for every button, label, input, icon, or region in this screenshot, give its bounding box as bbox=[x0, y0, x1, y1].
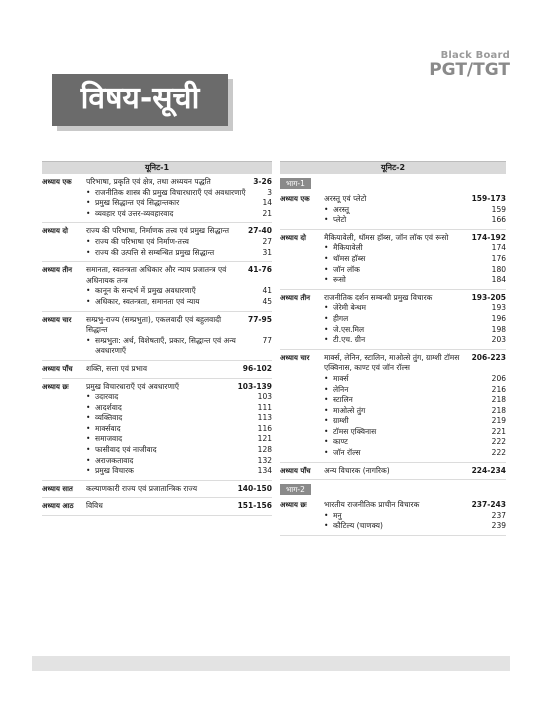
chapter-title: प्रमुख विचारधाराएँ एवं अवधारणाएँ bbox=[86, 381, 179, 391]
chapter-content bbox=[86, 484, 272, 495]
chapter-title: सम्प्रभु-राज्य (सम्प्रभुता), एकलवादी एवं बहुलवादी सिद्धान्त bbox=[86, 314, 222, 335]
subtopic-page: 239 bbox=[491, 521, 506, 531]
subtopic-title: • समाजवाद bbox=[95, 434, 123, 444]
chapter-title: राजनीतिक दर्शन सम्बन्धी प्रमुख विचारक bbox=[324, 292, 433, 302]
subtopic-list bbox=[86, 188, 272, 220]
subtopic-list bbox=[324, 511, 506, 532]
chapter-label: अध्याय आठ bbox=[42, 502, 74, 511]
chapter-divider bbox=[280, 535, 506, 536]
subtopic-item[interactable] bbox=[86, 403, 272, 414]
subtopic-title: • प्रमुख सिद्धान्त एवं सिद्धान्तकार bbox=[95, 198, 180, 208]
subtopic-title: • अरस्तू bbox=[333, 204, 349, 214]
subtopic-page: 41 bbox=[262, 286, 272, 296]
subtopic-page: 180 bbox=[491, 264, 506, 274]
subtopic-item[interactable] bbox=[324, 243, 506, 254]
chapter-title: कल्याणकारी राज्य एवं प्रजातान्त्रिक राज्य bbox=[86, 483, 198, 493]
subtopic-page: 216 bbox=[491, 384, 506, 394]
subtopic-item[interactable] bbox=[324, 511, 506, 522]
page-title-box bbox=[52, 74, 228, 126]
subtopic-title: • व्यवहार एवं उत्तर-व्यवहारवाद bbox=[95, 208, 174, 218]
subtopic-item[interactable] bbox=[86, 237, 272, 248]
chapter-divider bbox=[42, 378, 272, 379]
subtopic-item[interactable] bbox=[86, 456, 272, 467]
subtopic-item[interactable] bbox=[86, 286, 272, 297]
toc-chapter-row[interactable] bbox=[280, 353, 506, 459]
subtopic-page: 237 bbox=[491, 510, 506, 520]
toc-chapter-row[interactable] bbox=[42, 265, 272, 307]
subtopic-page: 14 bbox=[262, 198, 272, 208]
subtopic-title: • मनु bbox=[333, 510, 342, 520]
chapter-title-line bbox=[86, 226, 272, 237]
subtopic-page: 21 bbox=[262, 208, 272, 218]
subtopic-list bbox=[86, 336, 272, 357]
part-2-badge: भाग-2 bbox=[280, 484, 311, 495]
subtopic-title: • जे.एस.मिल bbox=[333, 324, 365, 334]
subtopic-item[interactable] bbox=[324, 314, 506, 325]
chapter-label: अध्याय दो bbox=[280, 233, 306, 242]
subtopic-title: • काण्ट bbox=[333, 437, 348, 447]
chapter-pages: 159-173 bbox=[471, 194, 506, 203]
subtopic-item[interactable] bbox=[86, 466, 272, 477]
chapter-divider bbox=[42, 480, 272, 481]
subtopic-list bbox=[86, 286, 272, 307]
subtopic-title: • जॉन लॉक bbox=[333, 264, 360, 274]
part-2-chapter-list bbox=[280, 500, 506, 536]
subtopic-page: 77 bbox=[262, 335, 272, 345]
subtopic-page: 45 bbox=[262, 296, 272, 306]
chapter-divider bbox=[42, 311, 272, 312]
subtopic-list bbox=[324, 303, 506, 345]
toc-chapter-row[interactable] bbox=[42, 382, 272, 477]
subtopic-page: 222 bbox=[491, 448, 506, 458]
chapter-label: अध्याय एक bbox=[42, 178, 72, 186]
chapter-content bbox=[324, 194, 506, 226]
subtopic-item[interactable] bbox=[324, 205, 506, 216]
subtopic-title: • व्यक्तिवाद bbox=[95, 413, 123, 423]
chapter-divider bbox=[280, 289, 506, 290]
subtopic-item[interactable] bbox=[324, 427, 506, 438]
chapter-title-line bbox=[86, 484, 272, 495]
chapter-title: मार्क्स, लेनिन, स्टालिन, माओत्से तुंग, ग्राम्शी टॉमस एक्विनास, काण्ट एवं जॉन रॉल्स bbox=[324, 352, 460, 373]
subtopic-title: • हीगल bbox=[333, 313, 349, 323]
subtopic-page: 121 bbox=[257, 434, 272, 444]
chapter-label: अध्याय सात bbox=[42, 484, 73, 493]
chapter-content bbox=[86, 177, 272, 219]
unit-1-header: यूनिट-1 bbox=[42, 161, 272, 174]
toc-chapter-row[interactable] bbox=[42, 484, 272, 495]
subtopic-item[interactable] bbox=[86, 188, 272, 199]
subtopic-page: 184 bbox=[491, 275, 506, 285]
chapter-label: अध्याय तीन bbox=[280, 293, 311, 302]
subtopic-title: • स्टालिन bbox=[333, 395, 353, 405]
toc-chapter-row[interactable] bbox=[42, 177, 272, 219]
unit-1-column bbox=[42, 161, 272, 516]
subtopic-page: 198 bbox=[491, 324, 506, 334]
chapter-content bbox=[324, 353, 506, 459]
subtopic-list bbox=[86, 237, 272, 258]
subtopic-title: • रूसो bbox=[333, 275, 346, 285]
subtopic-item[interactable] bbox=[324, 303, 506, 314]
chapter-label: अध्याय तीन bbox=[42, 266, 73, 275]
subtopic-item[interactable] bbox=[324, 215, 506, 226]
subtopic-item[interactable] bbox=[86, 297, 272, 308]
chapter-title-line bbox=[324, 233, 506, 244]
chapter-label: अध्याय चार bbox=[280, 353, 310, 362]
subtopic-page: 203 bbox=[491, 335, 506, 345]
toc-chapter-row[interactable] bbox=[280, 466, 506, 477]
chapter-divider bbox=[42, 222, 272, 223]
chapter-pages: 41-76 bbox=[248, 265, 272, 275]
subtopic-title: • माओत्से तुंग bbox=[333, 405, 366, 415]
subtopic-page: 221 bbox=[491, 426, 506, 436]
subtopic-list bbox=[86, 392, 272, 477]
subtopic-page: 206 bbox=[491, 373, 506, 383]
chapter-divider bbox=[280, 229, 506, 230]
subtopic-title: • प्लेटो bbox=[333, 215, 347, 225]
chapter-title: शक्ति, सत्ता एवं प्रभाव bbox=[86, 363, 148, 373]
chapter-title-line bbox=[324, 293, 506, 304]
toc-chapter-row[interactable] bbox=[280, 233, 506, 286]
chapter-label: अध्याय छः bbox=[280, 501, 307, 510]
chapter-divider bbox=[280, 349, 506, 350]
subtopic-page: 113 bbox=[257, 413, 272, 423]
subtopic-title: • राज्य की परिभाषा एवं निर्माण-तत्त्व bbox=[95, 236, 189, 246]
subtopic-page: 174 bbox=[491, 243, 506, 253]
subtopic-item[interactable] bbox=[324, 374, 506, 385]
chapter-title: मैकियावेली, थॉमस हॉब्स, जॉन लॉक एवं रूसो bbox=[324, 232, 449, 242]
subtopic-item[interactable] bbox=[324, 335, 506, 346]
subtopic-page: 134 bbox=[257, 466, 272, 476]
subtopic-page: 218 bbox=[491, 395, 506, 405]
chapter-pages: 96-102 bbox=[242, 363, 272, 373]
chapter-divider bbox=[42, 261, 272, 262]
chapter-pages: 224-234 bbox=[471, 465, 506, 475]
subtopic-title: • जॉन रॉल्स bbox=[333, 448, 361, 458]
subtopic-title: • अराजकतावाद bbox=[95, 455, 134, 465]
chapter-title: राज्य की परिभाषा, निर्माणक तत्त्व एवं प्रमुख सिद्धान्त bbox=[86, 226, 229, 236]
chapter-content bbox=[324, 466, 506, 477]
subtopic-page: 103 bbox=[257, 392, 272, 402]
subtopic-list bbox=[324, 374, 506, 459]
chapter-title: समानता, स्वतन्त्रता अधिकार और न्याय प्रजातन्त्र एवं अधिनायक तन्त्र bbox=[86, 265, 227, 285]
subtopic-title: • थॉमस हॉब्स bbox=[333, 253, 366, 263]
chapter-pages: 174-192 bbox=[471, 232, 506, 242]
chapter-title: अन्य विचारक (नागरिक) bbox=[324, 465, 390, 475]
subtopic-item[interactable] bbox=[324, 416, 506, 427]
chapter-title-line bbox=[86, 315, 272, 336]
chapter-content bbox=[324, 233, 506, 286]
subtopic-item[interactable] bbox=[86, 248, 272, 259]
subtopic-page: 196 bbox=[491, 313, 506, 323]
chapter-title: परिभाषा, प्रकृति एवं क्षेत्र, तथा अध्ययन पद्धति bbox=[86, 177, 211, 186]
chapter-pages: 206-223 bbox=[471, 352, 506, 362]
toc-chapter-row[interactable] bbox=[280, 293, 506, 346]
chapter-content bbox=[86, 382, 272, 477]
subtopic-item[interactable] bbox=[324, 275, 506, 286]
subtopic-page: 166 bbox=[491, 215, 506, 225]
subtopic-page: 219 bbox=[491, 416, 506, 426]
subtopic-title: • टॉमस एक्विनास bbox=[333, 426, 377, 436]
subtopic-title: • प्रमुख विचारक bbox=[95, 466, 134, 476]
chapter-title-line bbox=[324, 500, 506, 511]
chapter-title-line bbox=[324, 353, 506, 374]
subtopic-item[interactable] bbox=[86, 445, 272, 456]
subtopic-page: 111 bbox=[257, 402, 272, 412]
toc-chapter-row[interactable] bbox=[280, 194, 506, 226]
chapter-title: विविध bbox=[86, 501, 103, 511]
chapter-pages: 77-95 bbox=[248, 314, 272, 324]
chapter-label: अध्याय पाँच bbox=[280, 466, 311, 475]
subtopic-list bbox=[324, 243, 506, 285]
toc-chapter-row[interactable] bbox=[42, 364, 272, 375]
unit-1-chapter-list bbox=[42, 177, 272, 516]
chapter-pages: 140-150 bbox=[237, 483, 272, 493]
part-1-badge: भाग-1 bbox=[280, 178, 311, 189]
subtopic-item[interactable] bbox=[86, 209, 272, 220]
subtopic-item[interactable] bbox=[324, 254, 506, 265]
chapter-title-line bbox=[86, 382, 272, 393]
chapter-pages: 151-156 bbox=[237, 501, 272, 511]
subtopic-title: • फासीवाद एवं नाजीवाद bbox=[95, 445, 157, 455]
subtopic-title: • जेरेमी बेन्थम bbox=[333, 303, 367, 313]
page-title: विषय-सूची bbox=[80, 81, 200, 116]
chapter-title: अरस्तू एवं प्लेटो bbox=[324, 194, 367, 203]
subtopic-item[interactable] bbox=[86, 198, 272, 209]
subtopic-page: 132 bbox=[257, 455, 272, 465]
subtopic-title: • राजनीतिक शास्त्र की प्रमुख विचारधाराएँ एवं अवधारणाएँ bbox=[95, 187, 246, 197]
subtopic-item[interactable] bbox=[324, 521, 506, 532]
chapter-content bbox=[324, 500, 506, 532]
chapter-content bbox=[86, 226, 272, 258]
unit-2-header: यूनिट-2 bbox=[280, 161, 506, 174]
chapter-title-line bbox=[86, 364, 272, 375]
chapter-label: अध्याय दो bbox=[42, 227, 68, 236]
chapter-pages: 193-205 bbox=[471, 292, 506, 302]
toc-chapter-row[interactable] bbox=[42, 501, 272, 512]
subtopic-title: • मैकियावेली bbox=[333, 243, 363, 253]
subtopic-page: 218 bbox=[491, 405, 506, 415]
subtopic-item[interactable] bbox=[324, 437, 506, 448]
chapter-content bbox=[324, 293, 506, 346]
subtopic-title: • कौटिल्य (चाणक्य) bbox=[333, 521, 383, 531]
footer-bar bbox=[32, 656, 510, 671]
chapter-label: अध्याय चार bbox=[42, 315, 72, 324]
subtopic-title: • राज्य की उत्पत्ति से सम्बन्धित प्रमुख सिद्धान्त bbox=[95, 247, 215, 257]
subtopic-title: • उदारवाद bbox=[95, 392, 119, 402]
chapter-label: अध्याय छः bbox=[42, 382, 69, 391]
subtopic-item[interactable] bbox=[86, 392, 272, 403]
subtopic-title: • अधिकार, स्वतन्त्रता, समानता एवं न्याय bbox=[95, 296, 200, 306]
toc-chapter-row[interactable] bbox=[42, 315, 272, 357]
subtopic-item[interactable] bbox=[324, 325, 506, 336]
chapter-divider bbox=[280, 462, 506, 463]
unit-2-column bbox=[280, 161, 506, 536]
chapter-title-line bbox=[86, 501, 272, 512]
subtopic-page: 222 bbox=[491, 437, 506, 447]
chapter-title: भारतीय राजनीतिक प्राचीन विचारक bbox=[324, 500, 420, 510]
subtopic-title: • आदर्शवाद bbox=[95, 402, 122, 412]
chapter-title-line bbox=[324, 466, 506, 477]
brand-exam: PGT/TGT bbox=[429, 60, 510, 80]
chapter-label: अध्याय एक bbox=[280, 195, 310, 203]
chapter-pages: 103-139 bbox=[237, 381, 272, 391]
chapter-pages: 3-26 bbox=[253, 177, 272, 186]
chapter-pages: 27-40 bbox=[248, 226, 272, 236]
subtopic-page: 159 bbox=[491, 204, 506, 214]
subtopic-item[interactable] bbox=[86, 424, 272, 435]
chapter-divider bbox=[42, 497, 272, 498]
chapter-content bbox=[86, 315, 272, 357]
chapter-content bbox=[86, 364, 272, 375]
subtopic-title: • मार्क्स bbox=[333, 373, 349, 383]
chapter-title-line bbox=[86, 177, 272, 188]
toc-chapter-row[interactable] bbox=[280, 500, 506, 532]
subtopic-item[interactable] bbox=[86, 336, 272, 357]
subtopic-item[interactable] bbox=[324, 395, 506, 406]
subtopic-page: 3 bbox=[267, 187, 272, 197]
chapter-title-line bbox=[324, 194, 506, 205]
subtopic-title: • मार्क्सवाद bbox=[95, 423, 121, 433]
toc-chapter-row[interactable] bbox=[42, 226, 272, 258]
chapter-pages: 237-243 bbox=[471, 500, 506, 510]
subtopic-item[interactable] bbox=[324, 385, 506, 396]
chapter-content bbox=[86, 501, 272, 512]
chapter-divider bbox=[42, 515, 272, 516]
subtopic-title: • ग्राम्शी bbox=[333, 416, 349, 426]
chapter-label: अध्याय पाँच bbox=[42, 364, 73, 373]
subtopic-page: 27 bbox=[262, 236, 272, 246]
chapter-title-line bbox=[86, 265, 272, 286]
subtopic-item[interactable] bbox=[86, 413, 272, 424]
subtopic-title: • कानून के सन्दर्भ में प्रमुख अवधारणाएँ bbox=[95, 286, 196, 296]
subtopic-page: 193 bbox=[491, 303, 506, 313]
part-1-chapter-list bbox=[280, 194, 506, 480]
subtopic-item[interactable] bbox=[324, 406, 506, 417]
brand-name: Black Board bbox=[440, 50, 510, 61]
chapter-content bbox=[86, 265, 272, 307]
subtopic-title: • टी.एच. ग्रीन bbox=[333, 335, 366, 345]
chapter-divider bbox=[42, 360, 272, 361]
subtopic-title: • सम्प्रभुता: अर्थ, विशेषताएँ, प्रकार, सिद्धान्त एवं अन्य अवधारणाएँ bbox=[95, 335, 236, 356]
subtopic-list bbox=[324, 205, 506, 226]
subtopic-page: 31 bbox=[262, 247, 272, 257]
subtopic-page: 128 bbox=[257, 445, 272, 455]
subtopic-page: 116 bbox=[257, 423, 272, 433]
subtopic-page: 176 bbox=[491, 253, 506, 263]
subtopic-item[interactable] bbox=[324, 448, 506, 459]
subtopic-item[interactable] bbox=[86, 434, 272, 445]
subtopic-title: • लेनिन bbox=[333, 384, 349, 394]
subtopic-item[interactable] bbox=[324, 265, 506, 276]
brand-logo bbox=[429, 50, 510, 79]
